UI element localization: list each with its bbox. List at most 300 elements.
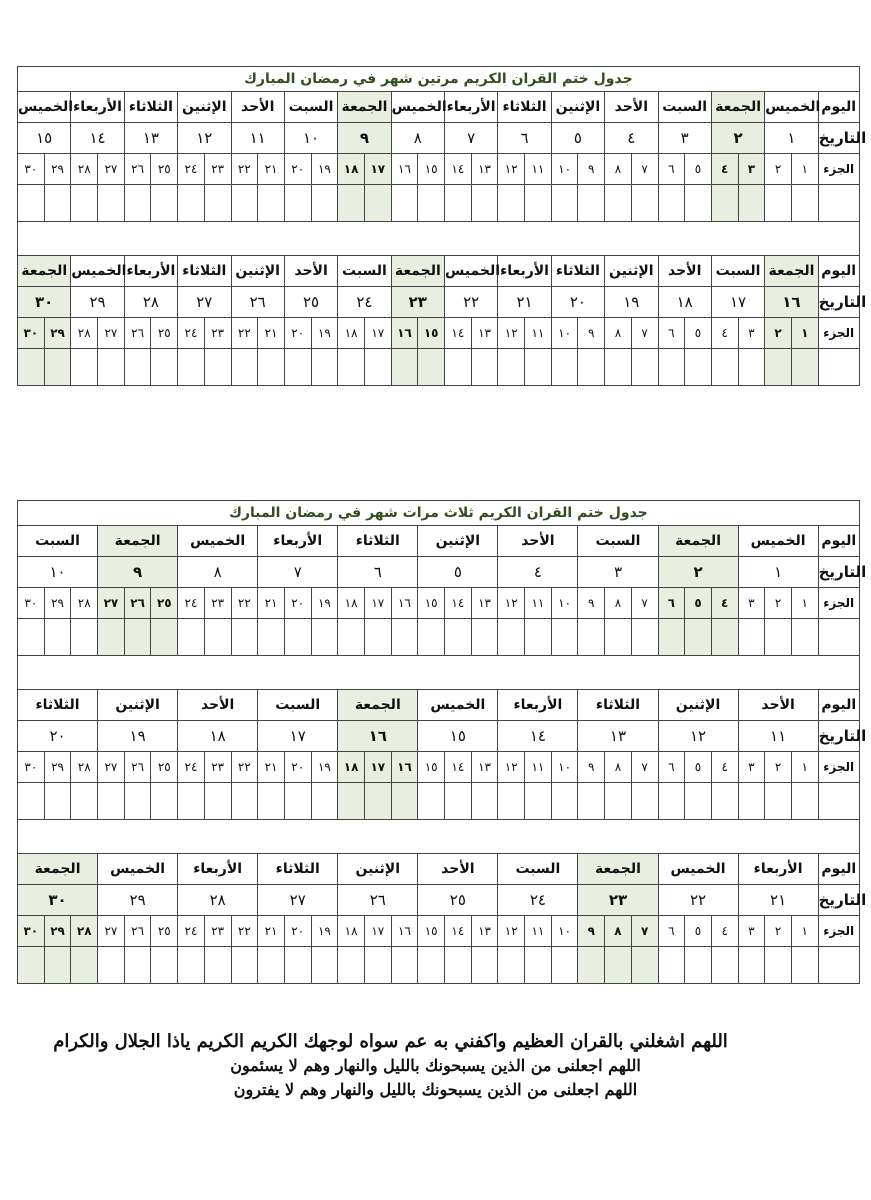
date-cell: ٢٣ — [578, 885, 658, 916]
juz-cell: ٢١ — [258, 916, 285, 947]
juz-label: الجزء — [818, 752, 859, 783]
check-cell[interactable] — [765, 349, 792, 386]
check-cell[interactable] — [231, 619, 258, 656]
date-cell: ٢ — [658, 557, 738, 588]
date-cell: ٥ — [418, 557, 498, 588]
juz-cell: ٢٤ — [178, 318, 205, 349]
juz-cell: ١٧ — [364, 318, 391, 349]
check-cell[interactable] — [631, 349, 658, 386]
check-cell[interactable] — [658, 947, 685, 984]
date-cell: ٢٤ — [498, 885, 578, 916]
juz-cell: ٢٧ — [98, 916, 125, 947]
check-cell[interactable] — [418, 185, 445, 222]
check-cell[interactable] — [18, 185, 45, 222]
juz-cell: ٦ — [658, 318, 685, 349]
date-cell: ١٧ — [711, 287, 764, 318]
juz-cell: ٢٤ — [178, 154, 205, 185]
check-cell[interactable] — [124, 947, 151, 984]
check-cell[interactable] — [391, 185, 418, 222]
check-label-cell — [818, 185, 859, 222]
check-cell[interactable] — [445, 947, 472, 984]
juz-cell: ٥ — [685, 318, 712, 349]
juz-cell: ٢٣ — [204, 916, 231, 947]
juz-cell: ٦ — [658, 588, 685, 619]
juz-cell: ١٧ — [364, 154, 391, 185]
check-cell[interactable] — [231, 783, 258, 820]
check-cell[interactable] — [71, 349, 98, 386]
check-cell[interactable] — [284, 783, 311, 820]
juz-cell: ٢٨ — [71, 154, 98, 185]
juz-cell: ١٦ — [391, 318, 418, 349]
date-cell: ٨ — [391, 123, 444, 154]
check-cell[interactable] — [765, 619, 792, 656]
check-label-cell — [818, 947, 859, 984]
check-cell[interactable] — [18, 783, 45, 820]
juz-cell: ٢٥ — [151, 154, 178, 185]
day-cell: الأحد — [605, 92, 658, 123]
date-label: التاريخ — [818, 885, 859, 916]
check-cell[interactable] — [44, 349, 71, 386]
juz-cell: ١٧ — [364, 752, 391, 783]
check-cell[interactable] — [44, 619, 71, 656]
check-cell[interactable] — [445, 185, 472, 222]
day-cell: الجمعة — [98, 526, 178, 557]
juz-cell: ٢ — [765, 318, 792, 349]
check-cell[interactable] — [124, 783, 151, 820]
check-cell[interactable] — [658, 619, 685, 656]
check-cell[interactable] — [338, 349, 365, 386]
check-cell[interactable] — [364, 947, 391, 984]
date-cell: ٢١ — [498, 287, 551, 318]
check-cell[interactable] — [231, 947, 258, 984]
check-cell[interactable] — [258, 349, 285, 386]
check-cell[interactable] — [498, 619, 525, 656]
check-cell[interactable] — [605, 783, 632, 820]
check-cell[interactable] — [765, 947, 792, 984]
juz-cell: ١١ — [525, 318, 552, 349]
check-cell[interactable] — [605, 185, 632, 222]
check-cell[interactable] — [18, 619, 45, 656]
check-cell[interactable] — [445, 619, 472, 656]
check-cell[interactable] — [311, 783, 338, 820]
check-cell[interactable] — [44, 947, 71, 984]
check-cell[interactable] — [605, 349, 632, 386]
juz-cell: ٢٦ — [124, 154, 151, 185]
juz-cell: ٤ — [711, 916, 738, 947]
check-cell[interactable] — [791, 185, 818, 222]
juz-cell: ١٣ — [471, 752, 498, 783]
juz-cell: ٢٣ — [204, 154, 231, 185]
juz-cell: ١٢ — [498, 154, 525, 185]
day-cell: الجمعة — [578, 854, 658, 885]
check-cell[interactable] — [578, 947, 605, 984]
date-cell: ٢٢ — [445, 287, 498, 318]
check-cell[interactable] — [391, 349, 418, 386]
day-cell: الثلاثاء — [578, 690, 658, 721]
juz-cell: ٢٥ — [151, 588, 178, 619]
check-cell[interactable] — [658, 185, 685, 222]
day-cell: الجمعة — [658, 526, 738, 557]
check-cell[interactable] — [284, 185, 311, 222]
juz-row — [18, 752, 860, 783]
juz-cell: ١٠ — [551, 916, 578, 947]
check-cell[interactable] — [471, 947, 498, 984]
check-cell[interactable] — [525, 947, 552, 984]
check-cell[interactable] — [685, 619, 712, 656]
juz-cell: ١٦ — [391, 752, 418, 783]
check-cell[interactable] — [151, 349, 178, 386]
check-cell[interactable] — [765, 783, 792, 820]
check-cell[interactable] — [658, 783, 685, 820]
check-cell[interactable] — [124, 185, 151, 222]
check-cell[interactable] — [551, 947, 578, 984]
check-cell[interactable] — [631, 947, 658, 984]
juz-cell: ٢٥ — [151, 916, 178, 947]
date-cell: ٢٦ — [231, 287, 284, 318]
check-row — [18, 619, 860, 656]
date-cell: ٣٠ — [18, 287, 71, 318]
check-cell[interactable] — [71, 619, 98, 656]
check-cell[interactable] — [124, 349, 151, 386]
date-cell: ٤ — [605, 123, 658, 154]
check-cell[interactable] — [98, 783, 125, 820]
juz-cell: ١٦ — [391, 588, 418, 619]
juz-cell: ٢٤ — [178, 588, 205, 619]
day-cell: الأحد — [284, 256, 337, 287]
date-cell: ١٣ — [578, 721, 658, 752]
check-cell[interactable] — [711, 783, 738, 820]
check-cell[interactable] — [18, 349, 45, 386]
juz-cell: ١١ — [525, 916, 552, 947]
check-cell[interactable] — [791, 947, 818, 984]
day-cell: الثلاثاء — [551, 256, 604, 287]
date-cell: ١٨ — [178, 721, 258, 752]
date-cell: ١١ — [738, 721, 818, 752]
check-cell[interactable] — [98, 185, 125, 222]
juz-cell: ١٩ — [311, 752, 338, 783]
date-cell: ٨ — [178, 557, 258, 588]
check-cell[interactable] — [391, 947, 418, 984]
check-cell[interactable] — [311, 619, 338, 656]
check-cell[interactable] — [631, 783, 658, 820]
check-cell[interactable] — [178, 783, 205, 820]
check-cell[interactable] — [71, 947, 98, 984]
date-cell: ١ — [738, 557, 818, 588]
juz-cell: ١٤ — [445, 588, 472, 619]
check-cell[interactable] — [204, 185, 231, 222]
check-cell[interactable] — [258, 185, 285, 222]
juz-cell: ٢٢ — [231, 916, 258, 947]
check-cell[interactable] — [71, 783, 98, 820]
check-cell[interactable] — [685, 947, 712, 984]
juz-cell: ٩ — [578, 318, 605, 349]
check-cell[interactable] — [44, 783, 71, 820]
check-cell[interactable] — [284, 349, 311, 386]
check-cell[interactable] — [151, 947, 178, 984]
check-cell[interactable] — [418, 947, 445, 984]
check-cell[interactable] — [791, 619, 818, 656]
check-cell[interactable] — [311, 185, 338, 222]
day-cell: الأربعاء — [445, 92, 498, 123]
check-cell[interactable] — [738, 619, 765, 656]
juz-cell: ١٣ — [471, 916, 498, 947]
check-cell[interactable] — [711, 185, 738, 222]
check-cell[interactable] — [765, 185, 792, 222]
juz-cell: ١١ — [525, 588, 552, 619]
check-cell[interactable] — [498, 185, 525, 222]
juz-cell: ٢٦ — [124, 588, 151, 619]
check-cell[interactable] — [124, 619, 151, 656]
check-cell[interactable] — [471, 185, 498, 222]
check-cell[interactable] — [525, 619, 552, 656]
check-cell[interactable] — [631, 619, 658, 656]
juz-cell: ١٩ — [311, 588, 338, 619]
date-cell: ١٢ — [178, 123, 231, 154]
day-cell: السبت — [284, 92, 337, 123]
check-cell[interactable] — [471, 783, 498, 820]
check-cell[interactable] — [445, 783, 472, 820]
check-cell[interactable] — [391, 783, 418, 820]
check-row — [18, 783, 860, 820]
check-cell[interactable] — [391, 619, 418, 656]
juz-cell: ١ — [791, 318, 818, 349]
check-cell[interactable] — [231, 185, 258, 222]
check-cell[interactable] — [418, 783, 445, 820]
juz-cell: ٨ — [605, 916, 632, 947]
juz-cell: ٣ — [738, 318, 765, 349]
day-cell: الأربعاء — [258, 526, 338, 557]
check-cell[interactable] — [578, 783, 605, 820]
juz-cell: ١٤ — [445, 154, 472, 185]
date-cell: ١٣ — [124, 123, 177, 154]
day-row — [18, 256, 860, 287]
juz-cell: ١٩ — [311, 916, 338, 947]
check-cell[interactable] — [364, 349, 391, 386]
check-cell[interactable] — [605, 947, 632, 984]
day-cell: الأحد — [738, 690, 818, 721]
check-cell[interactable] — [658, 349, 685, 386]
date-cell: ١٠ — [18, 557, 98, 588]
check-cell[interactable] — [418, 619, 445, 656]
check-cell[interactable] — [605, 619, 632, 656]
check-cell[interactable] — [551, 185, 578, 222]
day-cell: الثلاثاء — [338, 526, 418, 557]
check-cell[interactable] — [98, 947, 125, 984]
juz-cell: ٥ — [685, 588, 712, 619]
date-cell: ١١ — [231, 123, 284, 154]
juz-cell: ٢٨ — [71, 752, 98, 783]
check-cell[interactable] — [551, 349, 578, 386]
day-cell: الجمعة — [711, 92, 764, 123]
juz-cell: ٢١ — [258, 752, 285, 783]
check-cell[interactable] — [338, 185, 365, 222]
juz-cell: ٣ — [738, 154, 765, 185]
juz-cell: ٢٥ — [151, 318, 178, 349]
juz-cell: ٧ — [631, 318, 658, 349]
check-cell[interactable] — [258, 947, 285, 984]
check-cell[interactable] — [498, 349, 525, 386]
juz-cell: ٤ — [711, 752, 738, 783]
check-cell[interactable] — [338, 783, 365, 820]
juz-cell: ٢٩ — [44, 752, 71, 783]
check-cell[interactable] — [471, 349, 498, 386]
day-cell: الثلاثاء — [18, 690, 98, 721]
juz-cell: ١٤ — [445, 752, 472, 783]
juz-cell: ١١ — [525, 154, 552, 185]
check-cell[interactable] — [738, 349, 765, 386]
date-label: التاريخ — [818, 557, 859, 588]
check-cell[interactable] — [498, 947, 525, 984]
quran-khatm-table-twice — [17, 66, 867, 386]
juz-cell: ١٧ — [364, 916, 391, 947]
check-cell[interactable] — [364, 619, 391, 656]
check-cell[interactable] — [44, 185, 71, 222]
juz-cell: ١٢ — [498, 318, 525, 349]
day-cell: الإثنين — [338, 854, 418, 885]
juz-cell: ٨ — [605, 154, 632, 185]
check-cell[interactable] — [578, 185, 605, 222]
day-cell: الأربعاء — [498, 256, 551, 287]
check-cell[interactable] — [578, 619, 605, 656]
juz-cell: ٣٠ — [18, 916, 45, 947]
check-cell[interactable] — [98, 349, 125, 386]
date-cell: ١٥ — [418, 721, 498, 752]
check-cell[interactable] — [578, 349, 605, 386]
juz-cell: ٣٠ — [18, 318, 45, 349]
block-separator — [18, 656, 860, 690]
juz-cell: ٢٠ — [284, 752, 311, 783]
check-cell[interactable] — [98, 619, 125, 656]
day-cell: السبت — [498, 854, 578, 885]
check-cell[interactable] — [364, 783, 391, 820]
juz-cell: ٨ — [605, 588, 632, 619]
check-cell[interactable] — [151, 619, 178, 656]
check-cell[interactable] — [738, 185, 765, 222]
block-separator — [18, 820, 860, 854]
day-cell: الخميس — [71, 256, 124, 287]
day-cell: السبت — [578, 526, 658, 557]
check-cell[interactable] — [18, 947, 45, 984]
check-cell[interactable] — [711, 619, 738, 656]
juz-cell: ٧ — [631, 154, 658, 185]
juz-cell: ٢٩ — [44, 318, 71, 349]
title-row — [18, 501, 860, 526]
day-cell: الإثنين — [98, 690, 178, 721]
juz-cell: ٢٨ — [71, 318, 98, 349]
check-cell[interactable] — [338, 619, 365, 656]
check-cell[interactable] — [204, 783, 231, 820]
check-cell[interactable] — [178, 619, 205, 656]
check-cell[interactable] — [178, 185, 205, 222]
date-cell: ١٧ — [258, 721, 338, 752]
day-cell: الإثنين — [418, 526, 498, 557]
check-cell[interactable] — [204, 349, 231, 386]
check-cell[interactable] — [178, 947, 205, 984]
day-row — [18, 854, 860, 885]
day-label: اليوم — [818, 854, 859, 885]
check-cell[interactable] — [258, 783, 285, 820]
juz-cell: ١١ — [525, 752, 552, 783]
check-cell[interactable] — [791, 783, 818, 820]
juz-cell: ٣٠ — [18, 154, 45, 185]
check-cell[interactable] — [711, 947, 738, 984]
check-cell[interactable] — [311, 349, 338, 386]
check-cell[interactable] — [284, 619, 311, 656]
juz-cell: ٨ — [605, 318, 632, 349]
check-cell[interactable] — [498, 783, 525, 820]
check-cell[interactable] — [471, 619, 498, 656]
juz-cell: ٩ — [578, 752, 605, 783]
juz-cell: ٢٧ — [98, 318, 125, 349]
juz-cell: ١٦ — [391, 154, 418, 185]
check-cell[interactable] — [204, 619, 231, 656]
check-cell[interactable] — [551, 783, 578, 820]
day-label: اليوم — [818, 92, 859, 123]
check-cell[interactable] — [631, 185, 658, 222]
date-cell: ٢٩ — [98, 885, 178, 916]
check-cell[interactable] — [525, 185, 552, 222]
check-cell[interactable] — [738, 783, 765, 820]
date-row — [18, 721, 860, 752]
check-cell[interactable] — [525, 349, 552, 386]
check-cell[interactable] — [738, 947, 765, 984]
check-cell[interactable] — [311, 947, 338, 984]
check-cell[interactable] — [364, 185, 391, 222]
check-cell[interactable] — [685, 185, 712, 222]
check-cell[interactable] — [151, 783, 178, 820]
date-label: التاريخ — [818, 287, 859, 318]
date-cell: ٢٠ — [18, 721, 98, 752]
check-cell[interactable] — [551, 619, 578, 656]
check-cell[interactable] — [525, 783, 552, 820]
check-cell[interactable] — [445, 349, 472, 386]
check-cell[interactable] — [418, 349, 445, 386]
check-cell[interactable] — [685, 349, 712, 386]
date-cell: ٦ — [338, 557, 418, 588]
juz-cell: ١٠ — [551, 154, 578, 185]
date-cell: ١ — [765, 123, 818, 154]
check-row — [18, 185, 860, 222]
juz-cell: ١٥ — [418, 154, 445, 185]
check-cell[interactable] — [231, 349, 258, 386]
day-cell: الأحد — [418, 854, 498, 885]
juz-cell: ٥ — [685, 154, 712, 185]
juz-cell: ١٣ — [471, 318, 498, 349]
day-row — [18, 92, 860, 123]
day-cell: الإثنين — [551, 92, 604, 123]
date-cell: ٤ — [498, 557, 578, 588]
check-cell[interactable] — [258, 619, 285, 656]
check-cell[interactable] — [338, 947, 365, 984]
day-cell: الأربعاء — [71, 92, 124, 123]
date-cell: ٢ — [711, 123, 764, 154]
check-cell[interactable] — [71, 185, 98, 222]
date-cell: ٢٥ — [284, 287, 337, 318]
check-cell[interactable] — [711, 349, 738, 386]
juz-cell: ١٤ — [445, 318, 472, 349]
check-cell[interactable] — [204, 947, 231, 984]
date-cell: ١٦ — [338, 721, 418, 752]
check-cell[interactable] — [685, 783, 712, 820]
check-cell[interactable] — [284, 947, 311, 984]
juz-cell: ١٢ — [498, 588, 525, 619]
check-cell[interactable] — [791, 349, 818, 386]
check-cell[interactable] — [178, 349, 205, 386]
check-cell[interactable] — [151, 185, 178, 222]
date-row — [18, 287, 860, 318]
juz-row — [18, 916, 860, 947]
date-cell: ٢٢ — [658, 885, 738, 916]
